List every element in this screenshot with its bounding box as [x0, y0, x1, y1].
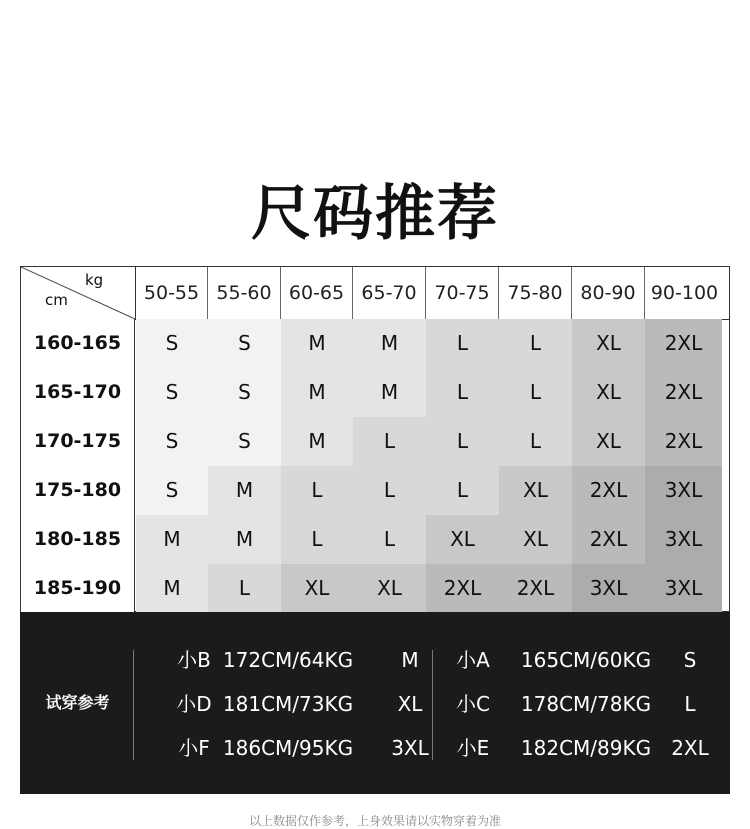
size-cell: L: [426, 417, 499, 466]
reference-size: L: [684, 692, 696, 716]
size-cell: 2XL: [645, 368, 722, 417]
size-table: [20, 266, 730, 612]
size-cell: XL: [426, 515, 499, 564]
size-cell: M: [353, 368, 426, 417]
size-cell: 2XL: [645, 319, 722, 368]
reference-size: M: [401, 648, 419, 672]
reference-size: S: [683, 648, 697, 672]
height-row-label: 175-180: [21, 466, 135, 515]
size-cell: XL: [499, 515, 572, 564]
size-cell: XL: [281, 564, 353, 613]
weight-column-header: 65-70: [353, 267, 426, 319]
weight-column-header: 55-60: [208, 267, 281, 319]
height-row-label: 160-165: [21, 319, 135, 368]
reference-measurement: 172CM/64KG: [222, 648, 354, 672]
fitting-reference-panel: [20, 612, 730, 794]
size-cell: S: [208, 368, 281, 417]
size-cell: XL: [353, 564, 426, 613]
size-cell: M: [208, 515, 281, 564]
reference-name: 小A: [456, 648, 490, 672]
size-cell: L: [499, 319, 572, 368]
size-cell: L: [281, 515, 353, 564]
weight-column-header: 75-80: [499, 267, 572, 319]
size-cell: 2XL: [426, 564, 499, 613]
reference-measurement: 182CM/89KG: [520, 736, 652, 760]
reference-size: XL: [397, 692, 423, 716]
reference-size: 2XL: [671, 736, 709, 760]
weight-column-header: 60-65: [281, 267, 353, 319]
size-cell: 3XL: [572, 564, 645, 613]
size-cell: L: [208, 564, 281, 613]
size-cell: M: [353, 319, 426, 368]
weight-column-header: 70-75: [426, 267, 499, 319]
reference-measurement: 178CM/78KG: [520, 692, 652, 716]
size-cell: M: [281, 319, 353, 368]
size-cell: M: [136, 564, 208, 613]
size-cell: XL: [499, 466, 572, 515]
size-cell: S: [208, 417, 281, 466]
size-cell: L: [426, 319, 499, 368]
size-cell: S: [136, 319, 208, 368]
diagonal-divider: [21, 267, 135, 319]
size-cell: L: [353, 417, 426, 466]
reference-measurement: 165CM/60KG: [520, 648, 652, 672]
height-unit-label: cm: [45, 291, 68, 309]
size-cell: L: [353, 515, 426, 564]
weight-unit-label: kg: [85, 271, 104, 289]
size-cell: M: [281, 368, 353, 417]
reference-name: 小D: [176, 692, 212, 716]
reference-size: 3XL: [391, 736, 429, 760]
header-corner: [21, 267, 136, 319]
size-cell: M: [281, 417, 353, 466]
reference-name: 小C: [456, 692, 490, 716]
footer-note: 以上数据仅作参考，上身效果请以实物穿着为准: [248, 814, 501, 828]
size-cell: L: [426, 368, 499, 417]
size-cell: L: [353, 466, 426, 515]
size-cell: 3XL: [645, 466, 722, 515]
size-cell: S: [208, 319, 281, 368]
size-cell: 3XL: [645, 515, 722, 564]
weight-column-header: 50-55: [136, 267, 208, 319]
reference-name: 小E: [456, 736, 490, 760]
size-cell: XL: [572, 417, 645, 466]
size-cell: 3XL: [645, 564, 722, 613]
size-cell: L: [499, 417, 572, 466]
weight-column-header: 90-100: [650, 282, 719, 304]
divider-line: [133, 650, 134, 760]
height-row-label: 170-175: [21, 417, 135, 466]
size-cell: 2XL: [499, 564, 572, 613]
height-row-label: 180-185: [21, 515, 135, 564]
size-cell: 2XL: [572, 466, 645, 515]
reference-name: 小B: [177, 648, 211, 672]
size-cell: S: [136, 417, 208, 466]
size-cell: M: [208, 466, 281, 515]
reference-measurement: 186CM/95KG: [222, 736, 354, 760]
weight-column-header: 80-90: [572, 267, 645, 319]
size-cell: 2XL: [645, 417, 722, 466]
size-cell: L: [499, 368, 572, 417]
size-cell: M: [136, 515, 208, 564]
fitting-reference-label: 试穿参考: [45, 693, 110, 712]
weight-header-row: [21, 267, 729, 320]
reference-name: 小F: [178, 736, 210, 760]
size-cell: S: [136, 368, 208, 417]
size-cell: S: [136, 466, 208, 515]
size-cell: XL: [572, 368, 645, 417]
height-row-label: 165-170: [21, 368, 135, 417]
reference-measurement: 181CM/73KG: [222, 692, 354, 716]
size-cell: 2XL: [572, 515, 645, 564]
size-cell: L: [426, 466, 499, 515]
page-title: 尺码推荐: [251, 179, 499, 249]
size-cell: L: [281, 466, 353, 515]
size-cell: XL: [572, 319, 645, 368]
height-row-label: 185-190: [21, 564, 135, 613]
